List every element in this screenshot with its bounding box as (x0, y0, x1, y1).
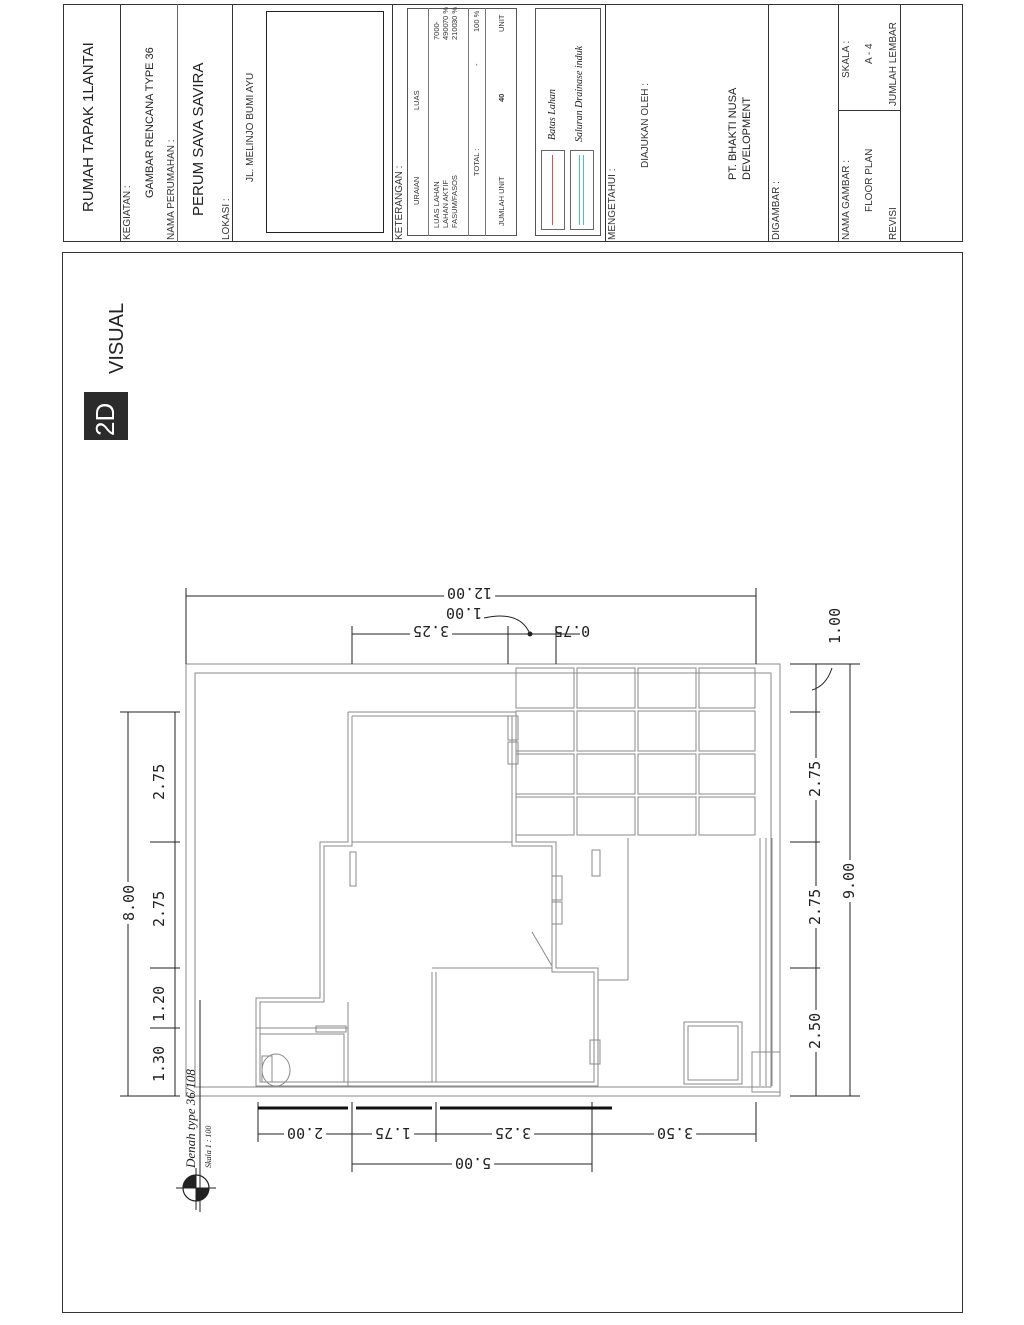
row-uraian: FASUM/FASOS (450, 175, 459, 228)
dim-top-seg-1: 1.30 (150, 1045, 168, 1082)
dim-top-total: 8.00 (120, 882, 138, 924)
dim-dot (528, 632, 533, 637)
dim-bottom-seg-4: 1.00 (826, 607, 844, 644)
kegiatan-value: GAMBAR RENCANA TYPE 36 (144, 47, 156, 198)
window (316, 1026, 346, 1032)
dim-right-seg-2: 1.00 (446, 604, 483, 622)
developer-name-line2: DEVELOPMENT (741, 96, 753, 180)
carport-tiles (516, 668, 755, 835)
dim-left-seg-3: 3.25 (492, 1124, 534, 1142)
revisi-label: REVISI (888, 207, 899, 240)
jumlah-lembar-label: JUMLAH LEMBAR (888, 22, 899, 106)
toilet-bowl (262, 1054, 290, 1086)
building-wall (260, 716, 594, 1082)
mengetahui-label: MENGETAHUI : (607, 168, 618, 240)
legend-drainase-label: Saluran Drainase induk (574, 45, 585, 142)
kegiatan-label: KEGIATAN : (122, 185, 133, 240)
leader (812, 668, 832, 690)
dim-left-seg-1: 2.00 (284, 1124, 326, 1142)
lokasi-label: LOKASI : (221, 198, 232, 240)
row-pct: 70 % (441, 6, 450, 24)
door-swing (532, 932, 552, 966)
lokasi-value: JL. MELINJO BUMI AYU (245, 72, 256, 182)
project-title: RUMAH TAPAK 1LANTAI (80, 42, 97, 212)
building-wall (256, 712, 598, 1086)
window (552, 876, 562, 900)
plan-scale: Skala 1 : 100 (204, 1125, 213, 1168)
site-boundary-inner (195, 673, 771, 1087)
row-luas: 2100 (450, 23, 459, 40)
leader (484, 616, 530, 634)
total-pct: 100 % (472, 10, 481, 32)
nama-gambar-label: NAMA GAMBAR : (841, 159, 852, 240)
row-uraian: LAHAN AKTIF (441, 180, 450, 228)
badge-2d-text: 2D (90, 402, 120, 436)
dim-top-seg-4: 2.75 (150, 763, 168, 800)
digambar-label: DIGAMBAR : (771, 181, 782, 240)
total-label: TOTAL : (472, 148, 481, 176)
unit-label: UNIT (497, 14, 506, 32)
dim-bottom-seg-1: 2.50 (806, 1010, 824, 1052)
nama-perumahan-label: NAMA PERUMAHAN : (166, 139, 177, 240)
diajukan-label: DIAJUKAN OLEH : (640, 82, 651, 168)
toilet-area (260, 1034, 344, 1082)
row-luas: 7000 (432, 23, 441, 40)
site-boundary (186, 664, 780, 1096)
skala-label: SKALA : (841, 40, 852, 78)
window (350, 852, 356, 886)
dim-top-seg-2: 1.20 (150, 985, 168, 1022)
badge-visual-label: VISUAL (106, 302, 128, 374)
legend-batas-label: Batas Lahan (547, 89, 558, 140)
table-header-luas: LUAS (412, 90, 421, 110)
dim-top-seg-3: 2.75 (150, 890, 168, 927)
developer-name-line1: PT. BHAKTI NUSA (727, 87, 739, 180)
meter-box (592, 850, 600, 876)
row-pct: - (432, 21, 441, 24)
dim-bottom-total: 9.00 (840, 860, 858, 902)
septic-tank (684, 1022, 742, 1084)
keterangan-label: KETERANGAN : (394, 165, 405, 240)
dim-bottom-seg-2: 2.75 (806, 886, 824, 928)
dim-bottom-seg-3: 2.75 (806, 758, 824, 800)
nama-gambar-value: FLOOR PLAN (864, 148, 875, 212)
dim-right-seg-1: 3.25 (410, 622, 452, 640)
jumlah-unit-value: 40 (497, 93, 506, 102)
row-pct: 30 % (450, 6, 459, 24)
dim-left-seg-4: 3.50 (654, 1124, 696, 1142)
septic-tank-inner (688, 1026, 738, 1080)
dim-right-total: 12.00 (444, 584, 495, 602)
dim-left-sub: 5.00 (452, 1154, 494, 1172)
skala-value: A - 4 (864, 43, 875, 64)
plan-title: Denah type 36/108 (183, 1069, 198, 1168)
dim-right-seg-3: 0.75 (554, 622, 591, 640)
table-header-uraian: URAIAN (412, 176, 421, 205)
window (552, 902, 562, 924)
total-luas: - (472, 63, 481, 66)
jumlah-unit-label: JUMLAH UNIT (497, 176, 506, 226)
row-luas: 4900 (441, 23, 450, 40)
dim-left-seg-2: 1.75 (372, 1124, 414, 1142)
row-uraian: LUAS LAHAN (432, 181, 441, 228)
nama-perumahan-value: PERUM SAVA SAVIRA (190, 62, 207, 216)
